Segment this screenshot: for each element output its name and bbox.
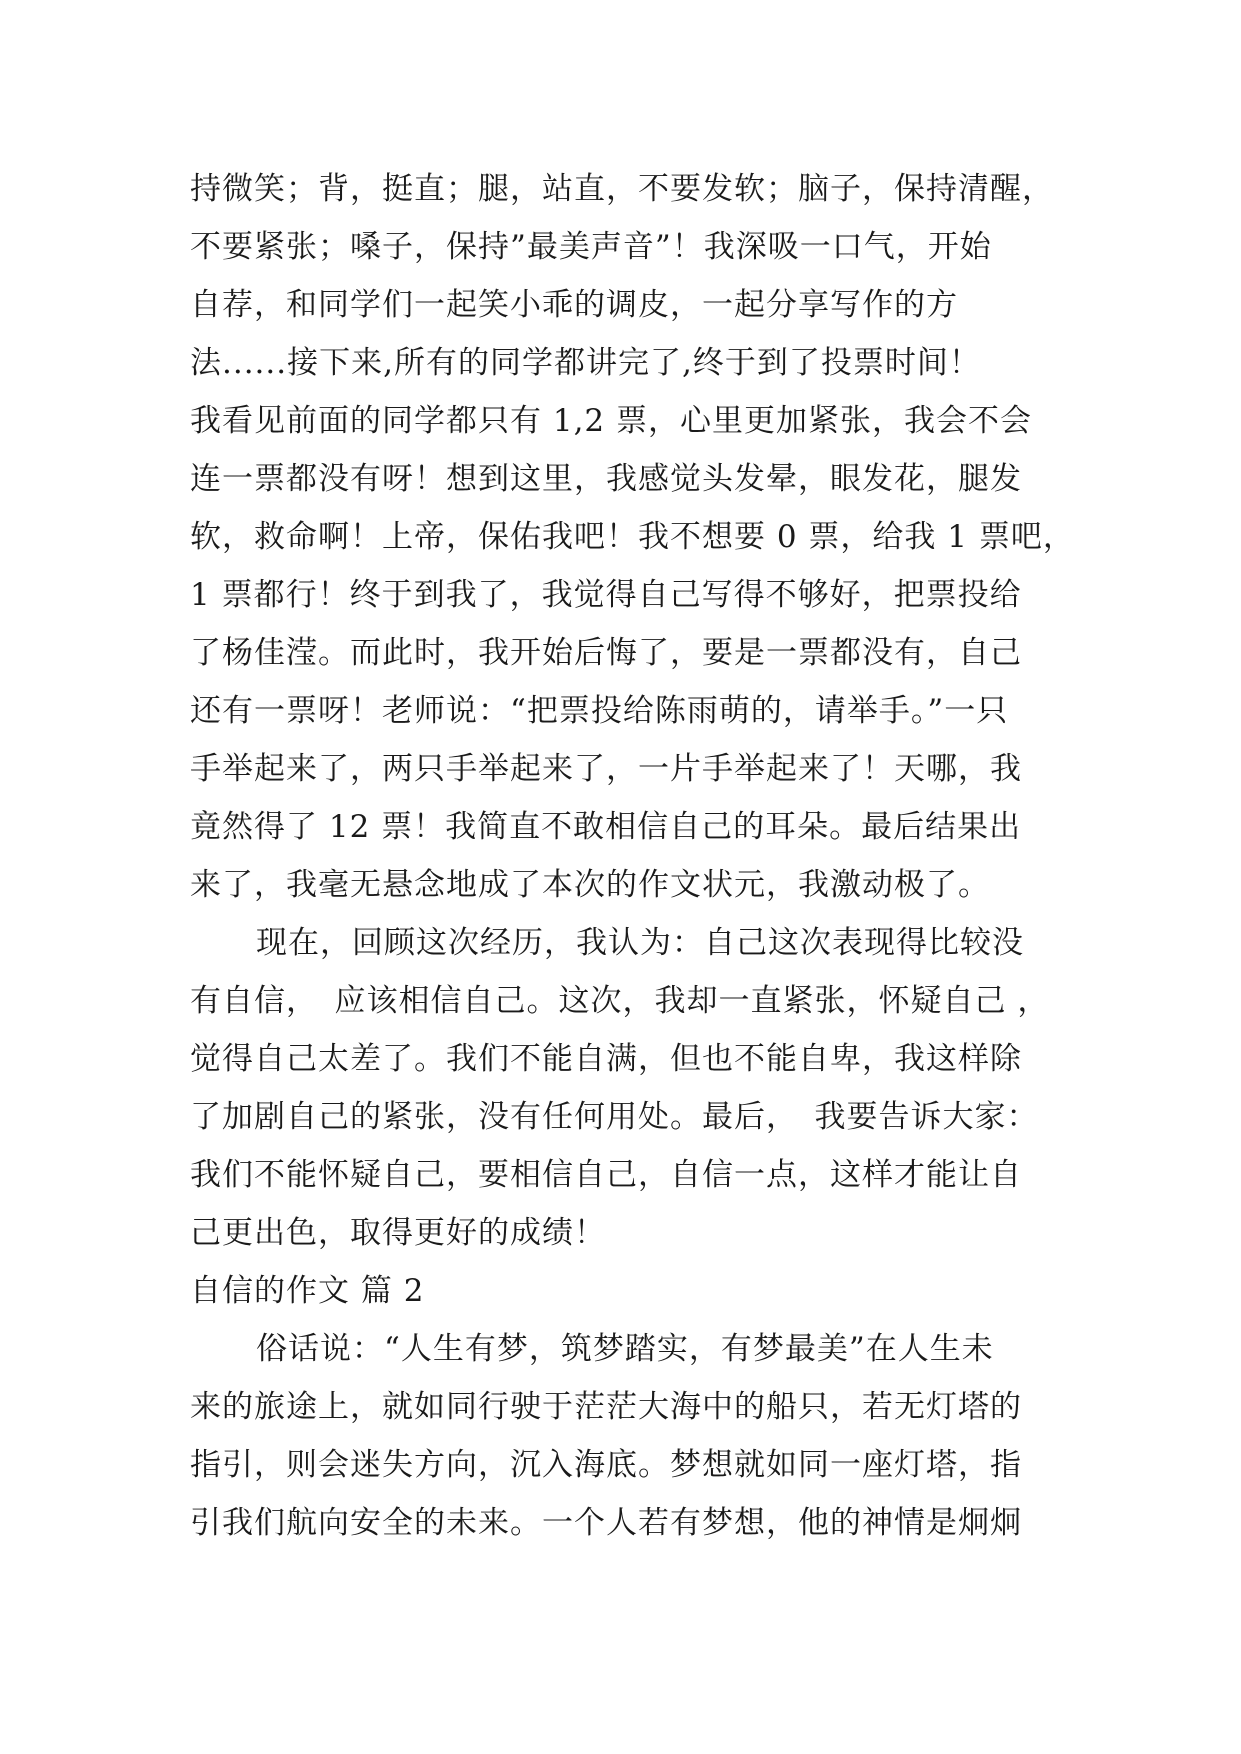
text-line: 了杨佳滢。而此时，我开始后悔了，要是一票都没有，自己 [190, 635, 1022, 671]
text-line: 手举起来了，两只手举起来了，一片手举起来了！天哪，我 [190, 751, 1022, 787]
text-line: 指引，则会迷失方向，沉入海底。梦想就如同一座灯塔，指 [190, 1447, 1022, 1483]
text-line: 来的旅途上，就如同行驶于茫茫大海中的船只，若无灯塔的 [190, 1389, 1022, 1425]
paragraph-start-line: 现在，回顾这次经历，我认为：自己这次表现得比较没 [256, 925, 1024, 961]
text-line: 引我们航向安全的未来。一个人若有梦想，他的神情是炯炯 [190, 1505, 1022, 1541]
text-line: 我们不能怀疑自己，要相信自己，自信一点，这样才能让自 [190, 1157, 1022, 1193]
text-line: 自荐，和同学们一起笑小乖的调皮，一起分享写作的方 [190, 287, 958, 323]
text-line: 1 票都行！终于到我了，我觉得自己写得不够好，把票投给 [190, 577, 1022, 613]
text-line: 软，救命啊！上帝，保佑我吧！我不想要 0 票，给我 1 票吧， [190, 519, 1075, 555]
section-heading: 自信的作文 篇 2 [190, 1273, 425, 1309]
text-line: 有自信， 应该相信自己。这次，我却一直紧张，怀疑自己 ， [190, 983, 1050, 1019]
text-line: 己更出色，取得更好的成绩！ [190, 1215, 606, 1251]
paragraph-start-line: 俗话说：“人生有梦，筑梦踏实，有梦最美”在人生未 [256, 1331, 994, 1367]
text-line: 还有一票呀！老师说：“把票投给陈雨萌的，请举手。”一只 [190, 693, 1009, 729]
text-line: 我看见前面的同学都只有 1,2 票，心里更加紧张，我会不会 [190, 403, 1033, 439]
text-line: 连一票都没有呀！想到这里，我感觉头发晕，眼发花，腿发 [190, 461, 1022, 497]
essay-text [190, 160, 1075, 1552]
text-line: 持微笑；背，挺直；腿，站直，不要发软；脑子，保持清醒， [190, 171, 1054, 207]
text-line: 不要紧张；嗓子，保持”最美声音”！我深吸一口气，开始 [190, 229, 992, 265]
text-line: 了加剧自己的紧张，没有任何用处。最后， 我要告诉大家： [190, 1099, 1039, 1135]
text-line: 竟然得了 12 票！我简直不敢相信自己的耳朵。最后结果出 [190, 809, 1022, 845]
text-line: 法......接下来,所有的同学都讲完了,终于到了投票时间！ [190, 345, 981, 381]
text-line: 来了，我毫无悬念地成了本次的作文状元，我激动极了。 [190, 867, 990, 903]
text-line: 觉得自己太差了。我们不能自满，但也不能自卑，我这样除 [190, 1041, 1022, 1077]
